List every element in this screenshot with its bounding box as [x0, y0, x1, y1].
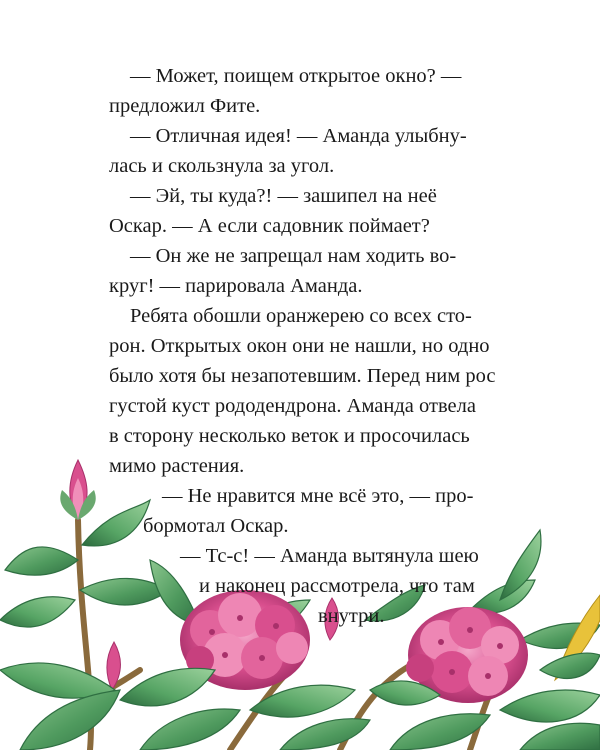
text-line: в сторону несколько веток и просочилась	[109, 425, 470, 447]
text-line: внутри.	[318, 605, 385, 627]
text-line: Оскар. — А если садовник поймает?	[109, 215, 430, 237]
text-line: — Тс-с! — Аманда вытянула шею	[180, 545, 479, 567]
text-line: рон. Открытых окон они не нашли, но одно	[109, 335, 490, 357]
text-line: и наконец рассмотрела, что там	[199, 575, 475, 597]
flower-bud	[60, 460, 95, 520]
text-line: густой куст рододендрона. Аманда отвела	[109, 395, 476, 417]
text-line: предложил Фите.	[109, 95, 261, 117]
text-line: бормотал Оскар.	[143, 515, 289, 537]
text-line: — Он же не запрещал нам ходить во-	[130, 245, 457, 267]
text-line: — Эй, ты куда?! — зашипел на неё	[130, 185, 437, 207]
text-line: мимо растения.	[109, 455, 245, 477]
text-line: — Отличная идея! — Аманда улыбну-	[130, 125, 467, 147]
text-line: круг! — парировала Аманда.	[109, 275, 363, 297]
text-line: Ребята обошли оранжерею со всех сто-	[130, 305, 472, 327]
text-line: — Может, поищем открытое окно? —	[130, 65, 462, 87]
text-line: было хотя бы незапотевшим. Перед ним рос	[109, 365, 496, 387]
text-line: — Не нравится мне всё это, — про-	[162, 485, 474, 507]
text-line: лась и скользнула за угол.	[109, 155, 335, 177]
